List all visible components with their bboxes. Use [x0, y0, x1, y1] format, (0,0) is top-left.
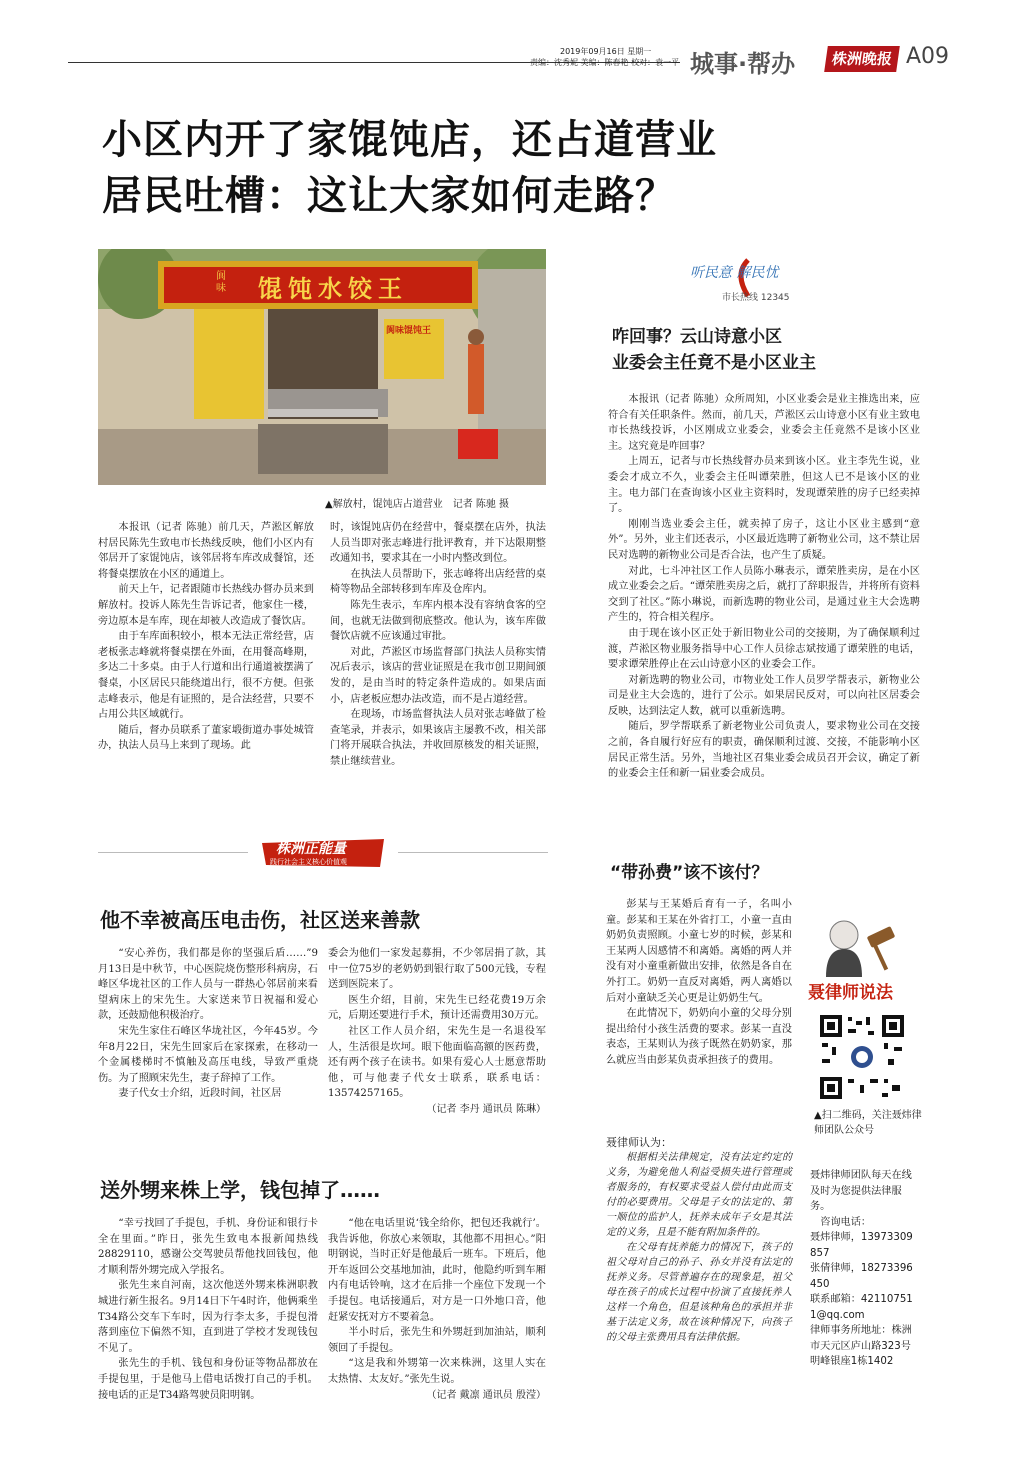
page-number: A09 [906, 44, 950, 69]
side-story-body [608, 392, 920, 782]
contact-intro: 聂炜律师团队每天在线及时为您提供法律服务。 [810, 1170, 912, 1212]
newspaper-logo: 株洲晚报 [824, 46, 900, 72]
main-story-column-1 [98, 520, 314, 754]
paragraph: 对此，芦淞区市场监督部门执法人员称实情况后表示，该店的营业证照是在我市创卫期间颁发的，是由当时的特定条件造成的。如果店面小，店老板应想办法改造，而不是占道经营。 [330, 646, 546, 705]
paragraph: 随后，督办员联系了董家塅街道办事处城管办，执法人员马上来到了现场。此 [98, 724, 314, 752]
banner-title: 株洲正能量 [276, 841, 346, 857]
contact-email[interactable]: 联系邮箱：421107511@qq.com [810, 1294, 913, 1321]
paragraph: 上周五，记者与市长热线督办员来到该小区。业主李先生说，业委会才成立不久，业委会主任叫谭荣胜，但这人已不是该小区的业主。电力部门在查询该小区业主资料时，发现谭荣胜的房子已经卖掉了。 [608, 456, 920, 515]
paragraph: 本报讯（记者 陈驰）众所周知，小区业委会是业主推选出来，应符合有关任职条件。然而，前几天，芦淞区云山诗意小区有业主致电市长热线投诉，小区刚成立业委会，业委会主任竟然不是该小区业主。这究竟是咋回事？ [608, 394, 920, 452]
paragraph: 妻子代女士介绍，近段时间，社区居 [118, 1088, 282, 1100]
paragraph: 对新选聘的物业公司，市物业处工作人员罗学帮表示，新物业公司是业主大会选的，进行了公示。如果居民反对，可以向社区居委会反映，达到法定人数，就可以重新选聘。 [608, 674, 920, 717]
paragraph: 张先生的手机、钱包和身份证等物品都放在手提包里，于是他马上借电话拨打自己的手机。接电话的正是T34路驾驶员阳明钢。 [98, 1358, 318, 1401]
story-2-column-1 [98, 946, 318, 1102]
section-name: 城事·帮办 [690, 50, 796, 78]
headline-line-2: 居民吐槽：这让大家如何走路？ [102, 173, 676, 219]
judge-gavel-icon [812, 913, 908, 977]
office-address: 律师事务所地址：株洲市天元区庐山路323号明峰银座1栋1402 [810, 1325, 912, 1367]
paragraph: “安心养伤，我们都是你的坚强后盾……”9月13日是中秋节，中心医院烧伤整形科病房，石峰区华垅社区的工作人员与一群热心邻居前来看望病床上的宋先生。大家送来节日祝福和爱心款，还鼓励他积极治疗。 [98, 948, 318, 1022]
side-headline-2: 业委会主任竟不是小区业主 [612, 353, 816, 373]
lawyer-opinion-label: 聂律师认为： [606, 1136, 672, 1149]
story-3-byline: （记者 戴凛 通讯员 殷滢） [426, 1389, 546, 1401]
divider [98, 852, 248, 853]
paragraph: 本报讯（记者 陈驰）前几天，芦淞区解放村居民陈先生致电市长热线反映，他们小区内有邻居开了家馄饨店，该邻居将车库改成餐馆，还将餐桌摆放在小区的通道上。 [98, 522, 314, 580]
hotline-number: 市长热线 12345 [722, 293, 790, 303]
paragraph: 时，该馄饨店仍在经营中，餐桌摆在店外，执法人员当即对张志峰进行批评教育，并下达限期整改通知书，要求其在一小时内整改到位。 [330, 522, 546, 565]
contact-label: 咨询电话： [820, 1216, 872, 1228]
paragraph: 随后，罗学帮联系了新老物业公司负责人，要求物业公司在交接之前，各自履行好应有的职责，确保顺利过渡、交接，不能影响小区居民正常生活。另外，当地社区召集业委会成员召开会议，确定了新的业委会主任和新一届业委会成员。 [608, 721, 920, 780]
shop-sign-prefix: 阆味 [216, 271, 226, 294]
editors-line: 责编：沈秀妮 美编：陈春艳 校对：袁一平 [530, 58, 680, 67]
paragraph: 张先生来自河南，这次他送外甥来株洲职教城进行新生报名。9月14日下午4时许，他俩乘坐T34路公交车下车时，因为行李太多，手提包滑落到座位下偏然不知，直到进了学校才发现钱包不见了。 [98, 1280, 318, 1354]
paragraph: 委会为他们一家发起募捐，不少邻居捐了款，其中一位75岁的老奶奶到银行取了500元钱，专程送到医院来了。 [328, 948, 546, 991]
paragraph: 前天上午，记者跟随市长热线办督办员来到解放村。投诉人陈先生告诉记者，他家住一楼，旁边原本是车库，现在却被人改造成了餐饮店。 [98, 584, 314, 627]
paragraph: “这是我和外甥第一次来株洲，这里人实在太热情、太友好。”张先生说。 [328, 1358, 546, 1385]
photo-caption: ▲解放村，馄饨店占道营业 记者 陈驰 摄 [325, 499, 510, 510]
paragraph: 半小时后，张先生和外甥赶到加油站，顺利领回了手提包。 [328, 1327, 546, 1354]
hotline-logo [690, 252, 840, 310]
paragraph: 对此，七斗冲社区工作人员陈小琳表示，谭荣胜卖房，是在小区成立业委会之后。“谭荣胜卖房之后，就打了辞职报告，并将所有资料交到了社区。”陈小琳说，而新选聘的物业公司，是通过业主大会选聘产生的，符合相关程序。 [608, 565, 920, 624]
paragraph: 刚刚当选业委会主任，就卖掉了房子，这让小区业主感到“意外”。另外，业主们还表示，小区最近选聘了新物业公司，这不禁让居民对选聘的新物业公司是否合法，也产生了质疑。 [608, 518, 920, 561]
paragraph: 由于车库面积较小，根本无法正常经营，店老板张志峰就将餐桌摆在外面，在用餐高峰期，多达二十多桌。由于人行道和出行通道被摆满了餐桌，小区居民只能绕道出行，很不方便。但张志峰表示，他是有证照的，是合法经营，只要不占用公共区域就行。 [98, 631, 314, 721]
story-2-headline: 他不幸被高压电击伤，社区送来善款 [100, 908, 420, 932]
shop-sign: 馄饨水饺王 [258, 275, 408, 303]
paragraph: 陈先生表示，车库内根本没有容纳食客的空间，也就无法做到彻底整改。他认为，该车库做餐饮店就不应该通过审批。 [330, 599, 546, 643]
lawyer-contact-2: 张倩律师，18273396450 [810, 1263, 913, 1290]
paragraph: 彭某与王某婚后育有一子，名叫小童。彭某和王某在外省打工，小童一直由奶奶负责照顾。小童七岁的时候，彭某和王某两人因感情不和离婚。离婚的两人并没有对小童重新做出安排，依然是各自在外打工。奶奶一直反对离婚，两人离婚以后对小童缺乏关心更是让奶奶生气。 [606, 899, 792, 1004]
story-3-column-2 [328, 1216, 546, 1403]
paragraph: 由于现在该小区正处于新旧物业公司的交接期，为了确保顺利过渡，芦淞区物业服务指导中心工作人员徐志斌按通了谭荣胜的电话，要求谭荣胜停止在云山诗意小区的业委会工作。 [608, 627, 920, 671]
story-2-byline: （记者 李丹 通讯员 陈琳） [426, 1103, 546, 1115]
divider [398, 852, 548, 853]
qr-caption: ▲扫二维码，关注聂炜律师团队公众号 [814, 1110, 922, 1136]
story-3-column-1 [98, 1216, 318, 1403]
side-headline-1: 咋回事？云山诗意小区 [612, 327, 782, 347]
hotline-slogan: 听民意 解民忧 [690, 265, 779, 281]
paragraph: 在现场，市场监督执法人员对张志峰做了检查笔录，并表示，如果该店主屡教不改，相关部门将开展联合执法，并收回原核发的相关证照，禁止继续营业。 [330, 709, 546, 767]
qr-code[interactable] [818, 1013, 906, 1101]
paragraph: 根据相关法律规定，没有法定约定的义务，为避免他人利益受损失进行管理或者服务的，有权要求受益人偿付由此而支付的必要费用。父母是子女的法定的、第一顺位的监护人，抚养未成年子女是其法定的义务，且是不能有附加条件的。 [606, 1152, 792, 1238]
law-case-body [606, 897, 792, 1069]
lawyer-contact-1: 聂炜律师，13973309857 [810, 1232, 913, 1259]
law-headline: “带孙费”该不该付？ [610, 863, 769, 883]
lawyer-opinion [606, 1150, 792, 1345]
paragraph: 在父母有抚养能力的情况下，孩子的祖父母对自己的孙子、孙女并没有法定的抚养义务。尽管普遍存在的现象是，祖父母在孩子的成长过程中扮演了直接抚养人这样一个角色，但是该种角色的承担并非基于法定义务，故在该种情况下，向孩子的父母主张费用具有法律依据。 [606, 1242, 792, 1343]
paragraph: 在执法人员帮助下，张志峰将出店经营的桌椅等物品全部转移到车库及仓库内。 [330, 568, 546, 596]
paragraph: “他在电话里说‘钱全给你，把包还我就行’。我告诉他，你放心来领取，其他都不用担心。”阳明钢说，当时正好是他最后一班车。下班后，他开车返回公交基地加油，此时，他隐约听到车厢内有电话铃响，这才在后排一个座位下发现一个手提包。电话接通后，对方是一口外地口音，他赶紧安抚对方不要着急。 [328, 1218, 546, 1323]
paragraph: 在此情况下，奶奶向小童的父母分别提出给付小孩生活费的要求。彭某一直没表态，王某则认为孩子既然在奶奶家，那么就应当由彭某负责承担孩子的费用。 [606, 1008, 792, 1066]
law-brand: 聂律师说法 [808, 983, 893, 1003]
paragraph: 宋先生家住石峰区华垅社区，今年45岁。今年8月22日，宋先生回家后在家探索，在移动一个金属楼梯时不慎触及高压电线，导致严重烧伤。为了照顾宋先生，妻子辞掉了工作。 [98, 1025, 318, 1084]
main-story-column-2 [330, 520, 546, 770]
headline-line-1: 小区内开了家馄饨店，还占道营业 [102, 117, 717, 163]
paragraph: “幸亏找回了手提包，手机、身份证和银行卡全在里面。”昨日，张先生致电本报新闻热线28829110，感谢公交驾驶员帮他找回钱包，他才顺利帮外甥完成入学报名。 [98, 1218, 318, 1276]
qr-code-icon [818, 1013, 906, 1101]
menu-board: 阆味馄饨王 [386, 326, 432, 336]
banner-subtitle: 践行社会主义核心价值观 [270, 858, 347, 866]
story-2-column-2 [328, 946, 546, 1118]
issue-date: 2019年09月16日 星期一 [560, 47, 652, 56]
contact-block [810, 1168, 916, 1370]
paragraph: 医生介绍，目前，宋先生已经花费19万余元，后期还要进行手术，预计还需费用30万元。 [328, 994, 546, 1022]
positive-energy-banner [258, 837, 388, 869]
story-3-headline: 送外甥来株上学，钱包掉了…… [100, 1178, 380, 1202]
paragraph: 社区工作人员介绍，宋先生是一名退役军人，生活很是坎坷。眼下他面临高额的医药费，还有两个孩子在读书。如果有爱心人士愿意帮助他，可与他妻子代女士联系，联系电话：13574257165。 [328, 1025, 546, 1100]
news-photo [98, 249, 546, 485]
